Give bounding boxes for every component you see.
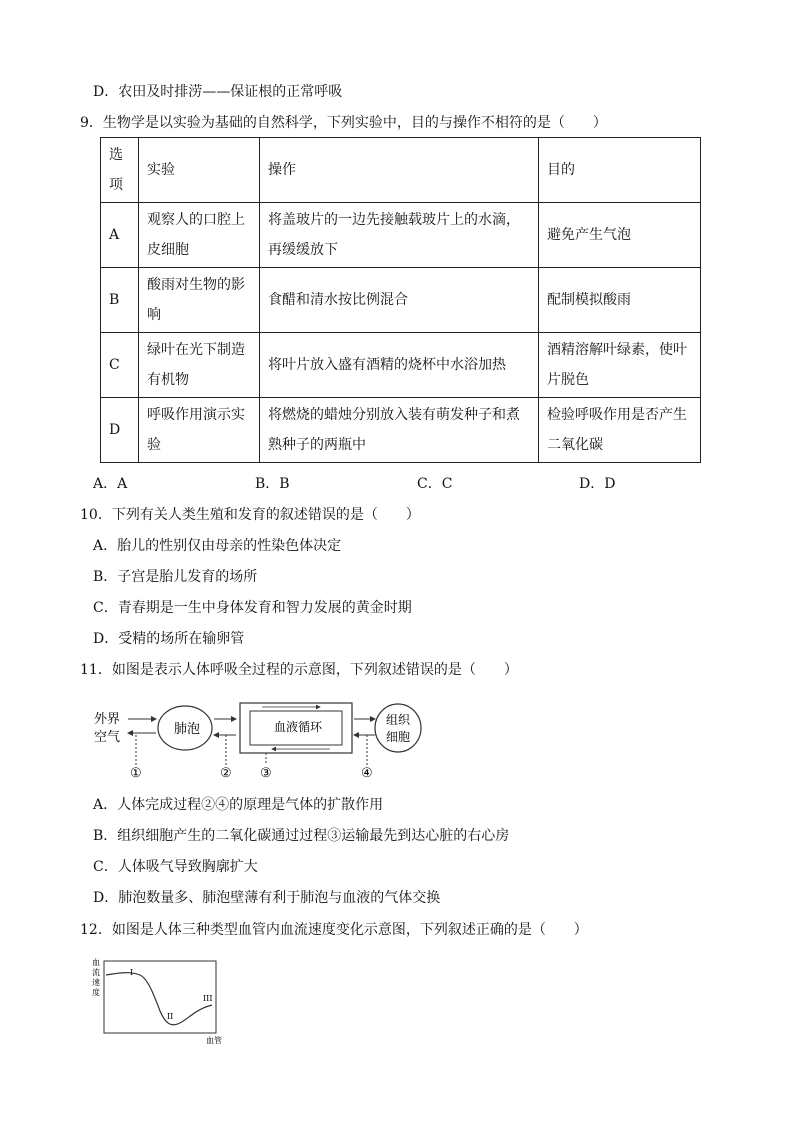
q11-option-b: B．组织细胞产生的二氧化碳通过过程③运输最先到达心脏的右心房: [93, 828, 510, 844]
row-option: C: [101, 333, 139, 398]
row-experiment: 酸雨对生物的影 响: [139, 268, 260, 333]
table-header-row: [101, 138, 701, 203]
tissue-label-2: 细胞: [386, 730, 411, 744]
row-experiment: 绿叶在光下制造 有机物: [139, 333, 260, 398]
ylabel-3: 速: [92, 978, 100, 987]
row-aim: 避免产生气泡: [539, 203, 701, 268]
q9-option-d: D．D: [579, 476, 616, 492]
q11-option-a: A．人体完成过程②④的原理是气体的扩散作用: [93, 797, 384, 813]
row-operation: 将燃烧的蜡烛分别放入装有萌发种子和煮 熟种子的两瓶中: [260, 398, 539, 463]
header-operation: 操作: [260, 138, 539, 203]
q11-stem: 11．如图是表示人体呼吸全过程的示意图，下列叙述错误的是（ ）: [80, 662, 518, 678]
q9-option-b: B．B: [255, 476, 290, 492]
xlabel: 血管: [206, 1036, 222, 1045]
q10-stem: 10．下列有关人类生殖和发育的叙述错误的是（ ）: [80, 507, 420, 523]
q9-stem: 9．生物学是以实验为基础的自然科学，下列实验中，目的与操作不相符的是（ ）: [80, 115, 607, 131]
q9-option-a: A．A: [93, 476, 128, 492]
ylabel-4: 度: [92, 988, 100, 997]
tissue-label-1: 组织: [386, 713, 411, 727]
alveoli-label: 肺泡: [174, 722, 201, 737]
blood-flow-diagram: [90, 955, 230, 1047]
q8-option-d: D．农田及时排涝——保证根的正常呼吸: [93, 84, 343, 100]
row-operation: 食醋和清水按比例混合: [260, 268, 539, 333]
ylabel-1: 血: [92, 958, 100, 967]
q9-table: [100, 137, 701, 463]
outside-air-label-1: 外界: [94, 712, 121, 727]
row-operation: 将盖玻片的一边先接触载玻片上的水滴， 再缓缓放下: [260, 203, 539, 268]
outside-air-label-2: 空气: [94, 730, 121, 745]
header-aim: 目的: [539, 138, 701, 203]
respiration-diagram: [90, 695, 430, 790]
curve-label-3: III: [203, 994, 213, 1003]
num-2: ②: [220, 766, 232, 781]
row-option: A: [101, 203, 139, 268]
q10-option-b: B．子宫是胎儿发育的场所: [93, 569, 258, 585]
row-option: B: [101, 268, 139, 333]
header-experiment: 实验: [139, 138, 260, 203]
tissue-cell-circle: [375, 704, 421, 752]
table-row: [101, 333, 701, 398]
plot-frame: [104, 961, 216, 1033]
num-3: ③: [260, 766, 272, 781]
header-option: 选项: [101, 138, 139, 203]
row-experiment: 呼吸作用演示实 验: [139, 398, 260, 463]
flow-curve: [106, 973, 212, 1025]
blood-circ-label: 血液循环: [274, 720, 323, 734]
curve-label-2: II: [167, 1012, 174, 1021]
row-operation: 将叶片放入盛有酒精的烧杯中水浴加热: [260, 333, 539, 398]
row-experiment: 观察人的口腔上 皮细胞: [139, 203, 260, 268]
q11-option-c: C．人体吸气导致胸廓扩大: [93, 859, 258, 875]
q12-stem: 12．如图是人体三种类型血管内血流速度变化示意图，下列叙述正确的是（ ）: [80, 922, 588, 938]
q9-option-c: C．C: [417, 476, 453, 492]
row-aim: 检验呼吸作用是否产生 二氧化碳: [539, 398, 701, 463]
table-row: [101, 203, 701, 268]
num-1: ①: [130, 766, 142, 781]
table-row: [101, 398, 701, 463]
num-4: ④: [361, 766, 373, 781]
q10-option-d: D．受精的场所在输卵管: [93, 631, 245, 647]
table-row: [101, 268, 701, 333]
q11-option-d: D．肺泡数量多、肺泡壁薄有利于肺泡与血液的气体交换: [93, 890, 441, 906]
row-aim: 配制模拟酸雨: [539, 268, 701, 333]
q10-option-c: C．青春期是一生中身体发育和智力发展的黄金时期: [93, 600, 412, 616]
row-aim: 酒精溶解叶绿素，使叶 片脱色: [539, 333, 701, 398]
q10-option-a: A．胎儿的性别仅由母亲的性染色体决定: [93, 538, 342, 554]
curve-label-1: I: [130, 968, 134, 977]
ylabel-2: 流: [92, 968, 100, 977]
row-option: D: [101, 398, 139, 463]
